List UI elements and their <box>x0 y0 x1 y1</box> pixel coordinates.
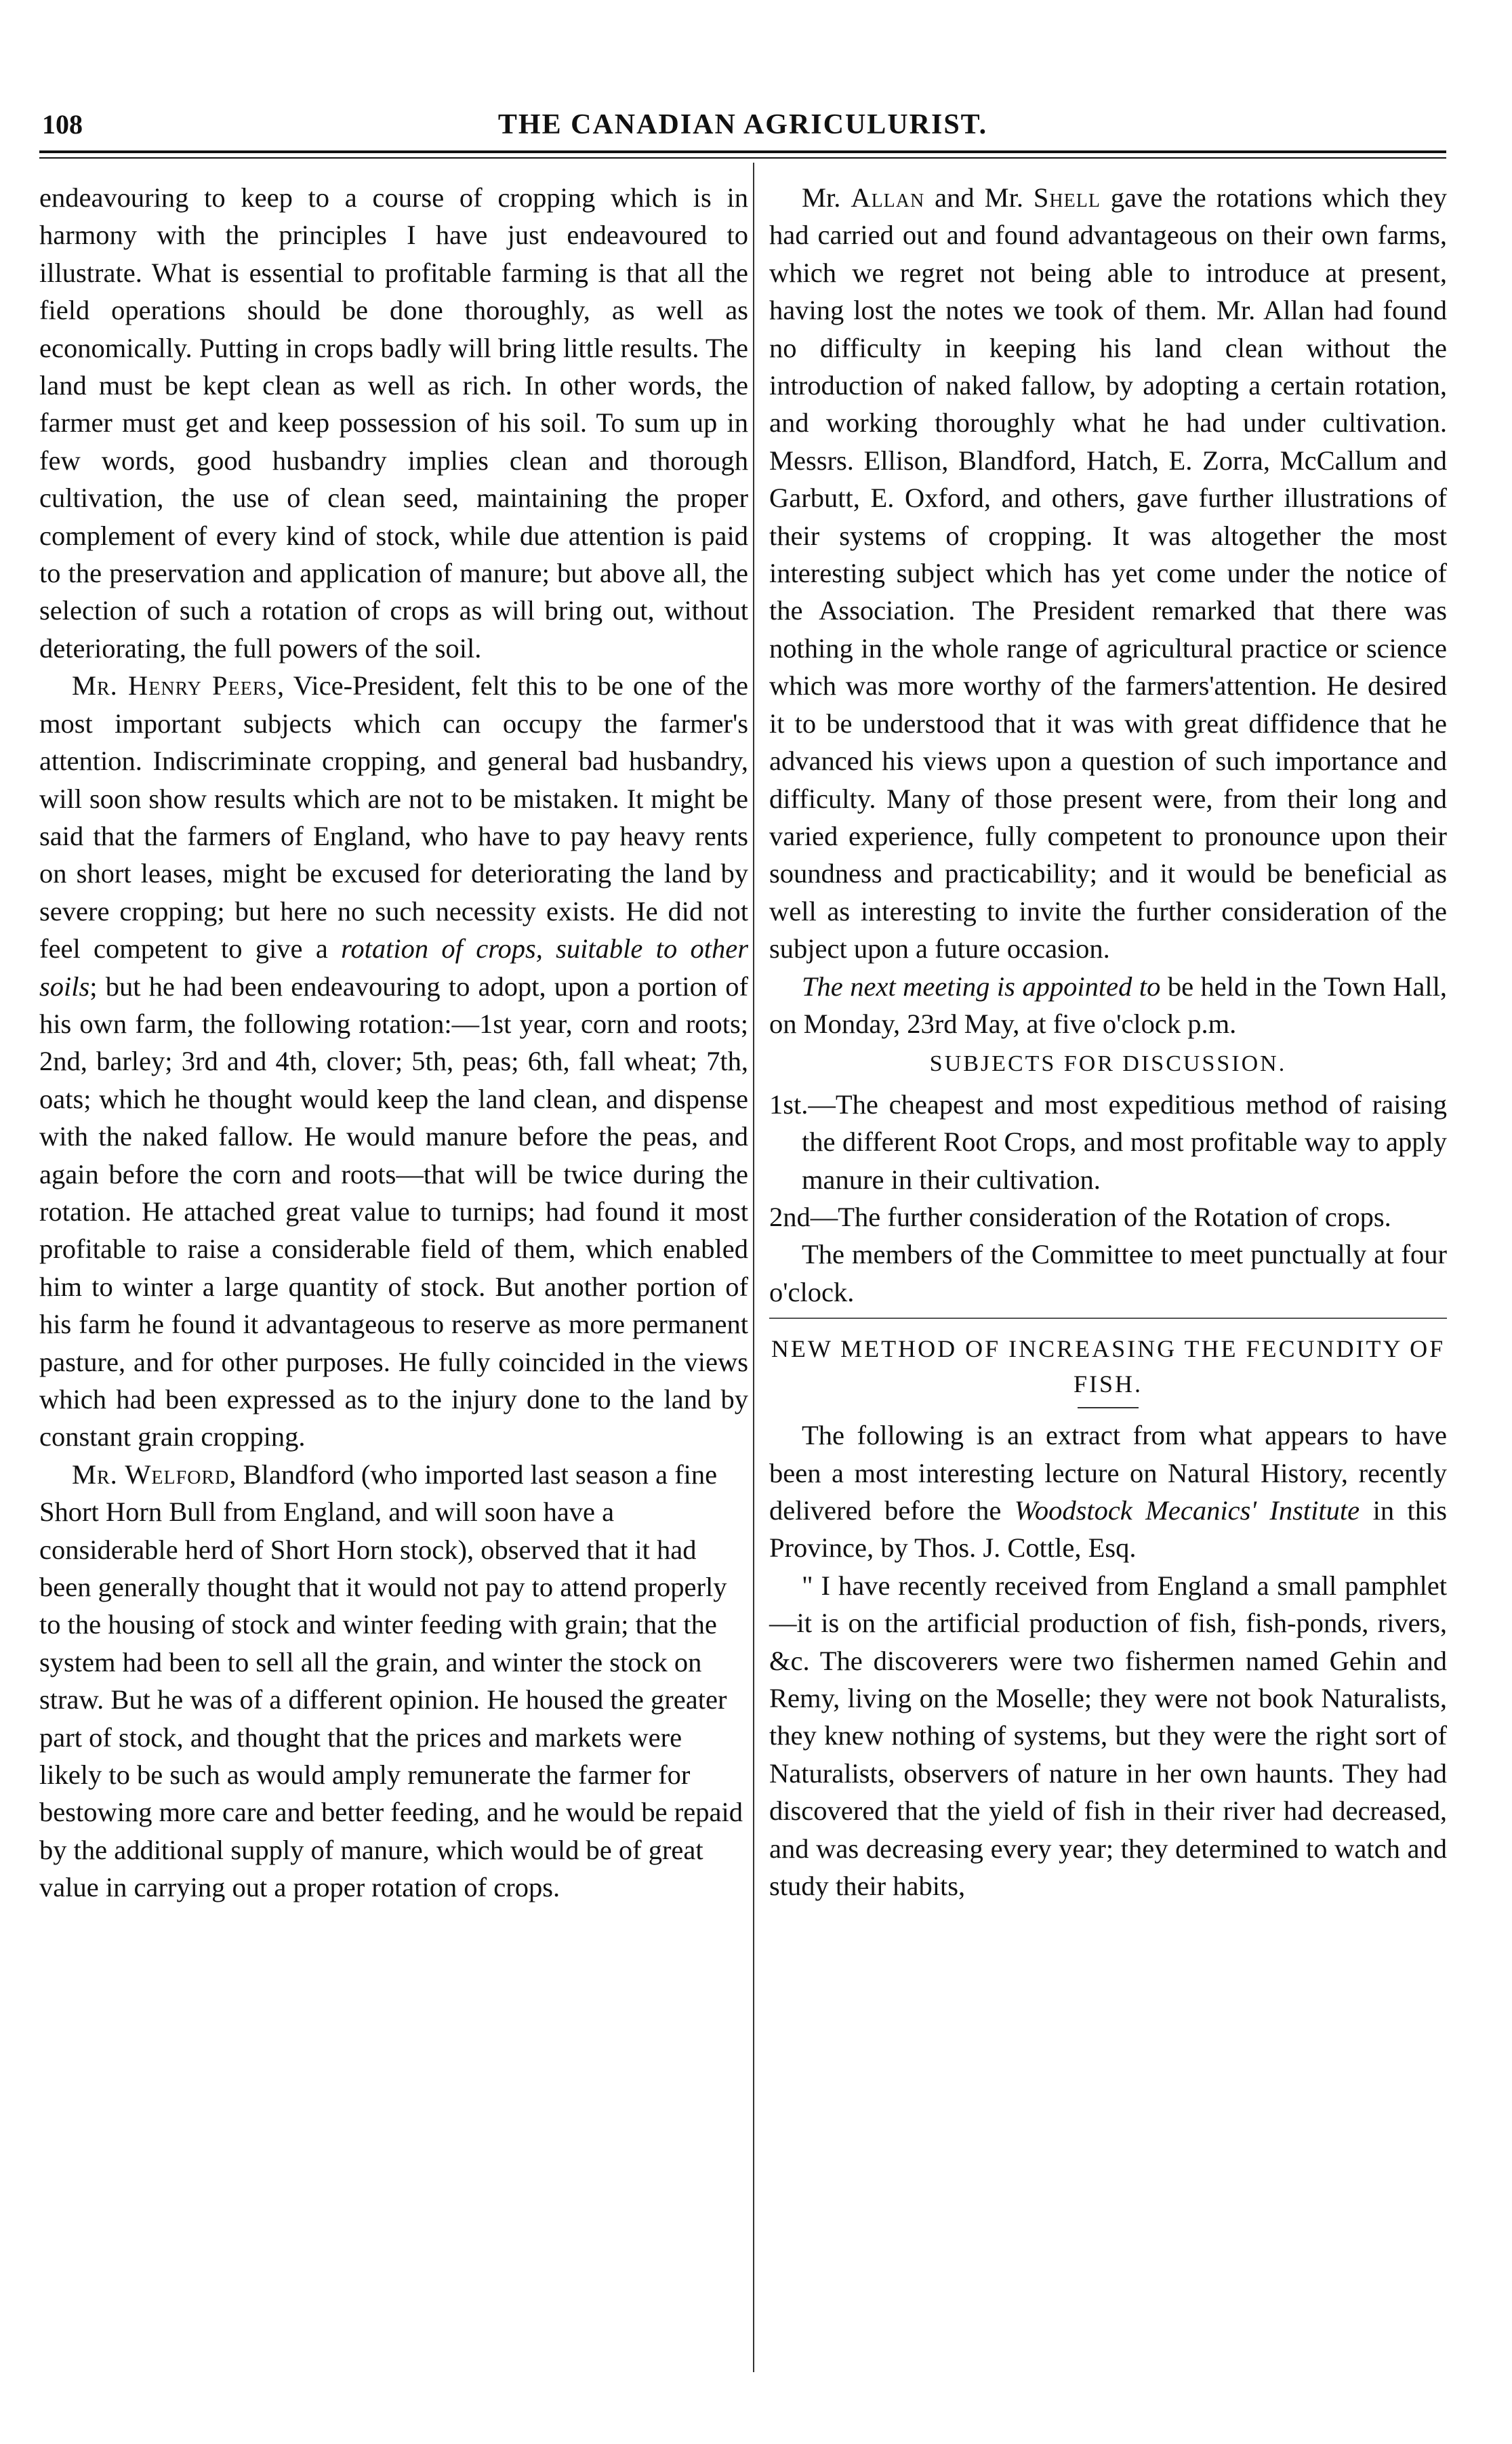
italic-text: The next meeting is appointed to <box>802 971 1161 1002</box>
speaker-name: Mr. Welford <box>72 1459 230 1490</box>
paragraph-text: The following is an extract from what appears to have been a most interesting lecture on Natural History, recently delivered before the <box>769 1420 1447 1526</box>
paragraph-text: in this Province, by Thos. J. Cottle, Esq. <box>769 1495 1447 1564</box>
section-rule <box>769 1318 1447 1319</box>
paragraph <box>39 1456 748 1907</box>
header-rule <box>39 150 1446 153</box>
list-item: 2nd—The further consideration of the Rotation of crops. <box>769 1201 1391 1232</box>
page-number: 108 <box>42 109 83 140</box>
paragraph-text: ; but he had been endeavouring to adopt, upon a portion of his own farm, the following rotation:—1st year, corn and roots; 2nd, barley; 3rd and 4th, clover; 5th, peas; 6th, fall wheat; 7th, oats; which he thought would keep the land clean, and dispense with the naked fallow. He would manure before the peas, and again before the corn and roots—that will be twice during the rotation. He attached great value to turnips; had found it most profitable to raise a considerable field of them, which enabled him to winter a large quantity of stock. But another portion of his farm he found it advantageous to reserve as more permanent pasture, and for other purposes. He fully coincided in the views which had been expressed as to the injury done to the land by constant grain cropping. <box>39 971 748 1452</box>
page-header <box>39 108 1446 149</box>
right-column <box>769 179 1447 1905</box>
paragraph: " I have recently received from England a small pamphlet—it is on the artificial production of fish, fish-ponds, rivers, &c. The discoverers were two fishermen named Gehin and Remy, living on the Moselle; they were not book Naturalists, they knew nothing of systems, but they were the right sort of Naturalists, observers of nature in her own haunts. They had discovered that the yield of fish in their river had decreased, and was decreasing every year; they determined to watch and study their habits, <box>769 1570 1447 1902</box>
list-item: 1st.—The cheapest and most expeditious method of raising the different Root Crops, and most profitable way to apply manure in their cultivation. <box>769 1088 1447 1195</box>
title-rule <box>1078 1407 1139 1408</box>
paragraph-text: be held in the Town Hall, on Monday, 23rd May, at five o'clock p.m. <box>769 971 1448 1039</box>
header-rule-thin <box>39 157 1446 159</box>
paragraph <box>769 968 1447 1043</box>
paragraph: endeavouring to keep to a course of cropping which is in harmony with the principles I have just endeavoured to illustrate. What is essential to profitable farming is that all the field operations should be done thoroughly, as well as economically. Putting in crops badly will bring little results. The land must be kept clean as well as rich. In other words, the farmer must get and keep possession of his soil. To sum up in few words, good husbandry implies clean and thorough cultivation, the use of clean seed, maintaining the proper complement of every kind of stock, while due attention is paid to the preservation and application of manure; but above all, the selection of such a rotation of crops as will bring out, without deteriorating, the full powers of the soil. <box>39 182 748 664</box>
left-column <box>39 179 748 1907</box>
speaker-name: Shell <box>1033 182 1101 213</box>
paragraph-text: gave the rotations which they had carried out and found advantageous on their own farms, which we regret not being able to introduce at present, having lost the notes we took of them. Mr. Allan had found no difficulty in keeping his land clean without the introduction of naked fallow, by adopting a certain rotation, and working thoroughly what he had under cultivation. Messrs. Ellison, Blandford, Hatch, E. Zorra, McCallum and Garbutt, E. Oxford, and others, gave further illustrations of their systems of cropping. It was altogether the most interesting subject which has yet come under the notice of the Association. The President remarked that there was nothing in the whole range of agricultural practice or science which was more worthy of the farmers'attention. He desired it to be understood that it was with great diffidence that he advanced his views upon a question of such importance and difficulty. Many of those present were, from their long and varied experience, fully competent to pronounce upon their soundness and practicability; and it would be beneficial as well as interesting to invite the further consideration of the subject upon a future occasion. <box>769 182 1447 964</box>
paragraph-text: and Mr. <box>924 182 1034 213</box>
italic-text: Woodstock Mecanics' Institute <box>1014 1495 1360 1526</box>
article-title: NEW METHOD OF INCREASING THE FECUNDITY OF FISH. <box>771 1335 1446 1398</box>
paragraph <box>769 1417 1447 1567</box>
subjects-heading: SUBJECTS FOR DISCUSSION. <box>929 1051 1287 1077</box>
paragraph <box>769 179 1447 968</box>
speaker-name: Mr. Henry Peers <box>72 670 278 701</box>
paragraph <box>39 667 748 1456</box>
paragraph-text: , Vice-President, felt this to be one of the most important subjects which can occupy the farmer's attention. Indiscriminate cropping, and general bad husbandry, will soon show results which are not to be mistaken. It might be said that the farmers of England, who have to pay heavy rents on short leases, might be excused for deteriorating the land by severe cropping; but here no such necessity exists. He did not feel competent to give a <box>39 670 749 964</box>
column-divider <box>753 163 754 2372</box>
italic-text: rotation of crops, suitable to other soils <box>39 933 748 1002</box>
running-title: THE CANADIAN AGRICULURIST. <box>497 109 988 140</box>
speaker-name: Allan <box>851 182 925 213</box>
paragraph: The members of the Committee to meet punctually at four o'clock. <box>769 1239 1447 1307</box>
paragraph-text: , Blandford (who imported last season a fine Short Horn Bull from England, and will soon have a considerable herd of Short Horn stock), observed that it had been generally thought that it would not pay to attend properly to the housing of stock and winter feeding with grain; that the system had been to sell all the grain, and winter the stock on straw. But he was of a different opinion. He housed the greater part of stock, and thought that the prices and markets were likely to be such as would amply remunerate the farmer for bestowing more care and better feeding, and he would be repaid by the additional supply of manure, which would be of great value in carrying out a proper rotation of crops. <box>39 1459 743 1903</box>
paragraph-text: Mr. <box>802 182 851 213</box>
